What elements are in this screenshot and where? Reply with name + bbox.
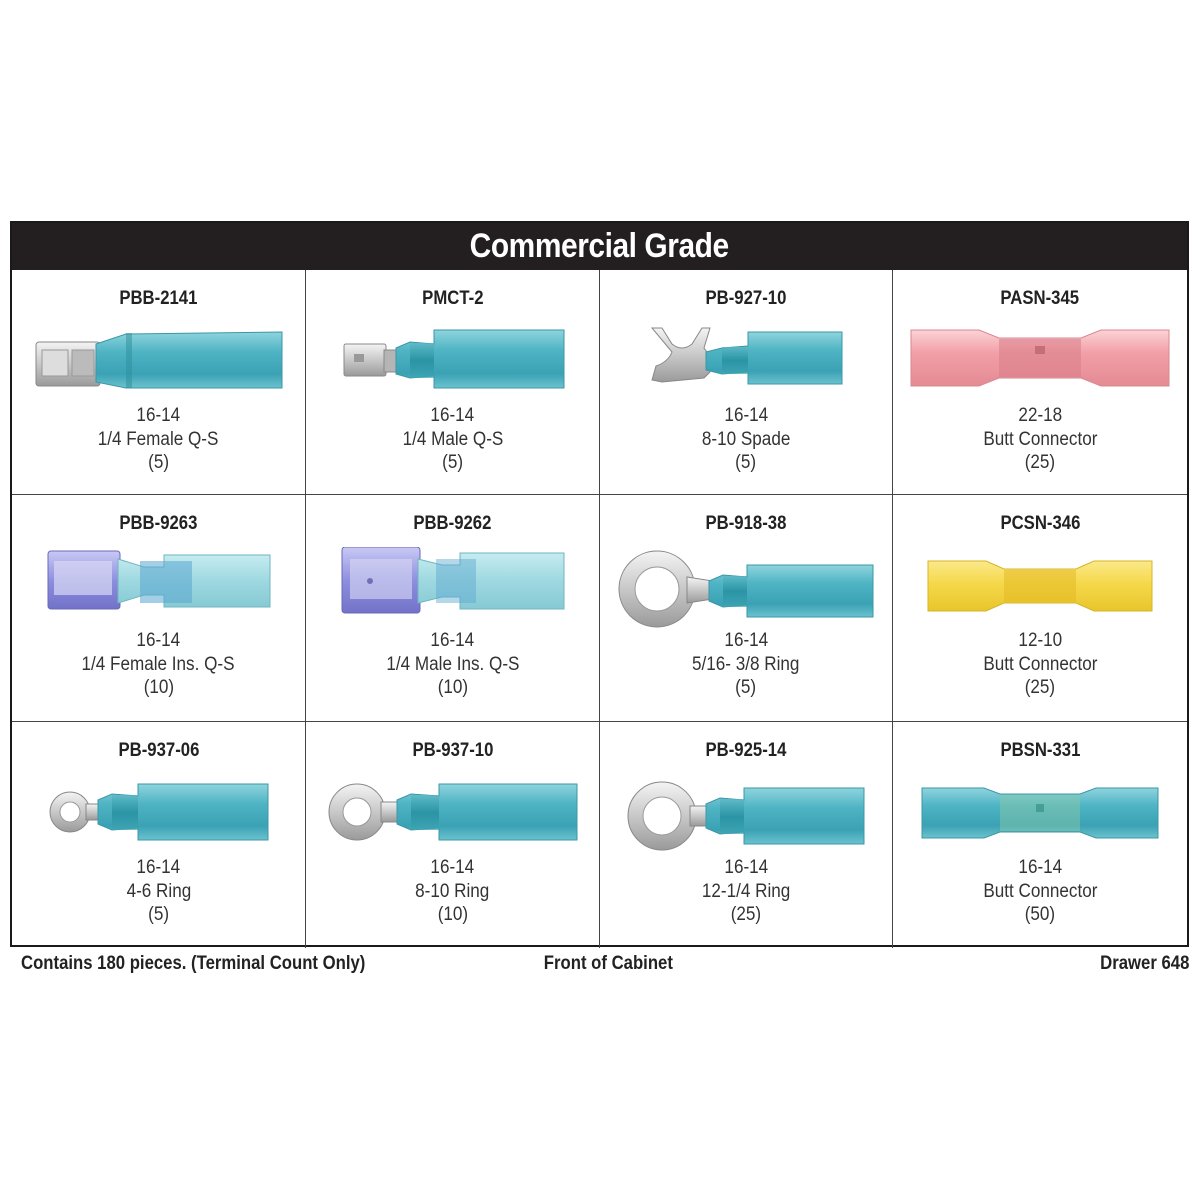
wire-gauge: 16-14: [430, 405, 475, 426]
item-name: Butt Connector: [982, 428, 1098, 450]
wire-gauge: 16-14: [430, 857, 475, 878]
wire-gauge: 16-14: [136, 630, 181, 651]
item-description: [600, 629, 892, 700]
item-quantity: (50): [1024, 904, 1056, 925]
product-cell: [893, 495, 1187, 722]
part-number: PMCT-2: [421, 288, 484, 309]
product-card: [10, 221, 1189, 947]
item-quantity: (5): [148, 904, 169, 925]
insulated-male-quick-disconnect-icon: [306, 547, 599, 623]
item-quantity: (5): [735, 677, 757, 698]
item-description: [600, 856, 892, 927]
item-quantity: (10): [437, 904, 468, 925]
item-quantity: (25): [730, 904, 762, 925]
yellow-butt-connector-icon: [893, 547, 1187, 623]
item-description: [600, 404, 892, 475]
product-cell: [893, 722, 1187, 948]
part-number: PB-937-06: [118, 740, 199, 761]
item-description: [893, 856, 1187, 927]
piece-count-note: Contains 180 pieces. (Terminal Count Only): [21, 953, 366, 974]
wire-gauge: 16-14: [724, 857, 768, 878]
product-cell: [12, 270, 306, 495]
product-cell: [600, 495, 893, 722]
part-number: PBB-2141: [119, 288, 198, 309]
part-number: PCSN-346: [1000, 513, 1080, 534]
item-name: 8-10 Spade: [701, 428, 791, 450]
drawer-number: Drawer 648: [1099, 953, 1189, 974]
cabinet-front-label: Front of Cabinet: [543, 953, 673, 974]
female-quick-disconnect-icon: [12, 322, 305, 398]
product-cell: [893, 270, 1187, 495]
insulated-female-quick-disconnect-icon: [12, 547, 305, 623]
wire-gauge: 16-14: [724, 405, 768, 426]
part-number: PB-927-10: [705, 288, 787, 309]
wire-gauge: 16-14: [136, 857, 181, 878]
item-name: 8-10 Ring: [415, 880, 490, 902]
part-number: PBSN-331: [1000, 740, 1080, 761]
item-description: [12, 404, 305, 475]
item-name: 4-6 Ring: [126, 880, 191, 902]
red-butt-connector-icon: [893, 322, 1187, 398]
item-description: [893, 404, 1187, 475]
part-number: PB-937-10: [412, 740, 493, 761]
product-cell: [12, 722, 306, 948]
item-description: [893, 629, 1187, 700]
item-name: 1/4 Male Ins. Q-S: [385, 653, 520, 675]
male-quick-disconnect-icon: [306, 322, 599, 398]
product-grid: [12, 270, 1187, 948]
product-cell: [12, 495, 306, 722]
spade-terminal-icon: [600, 322, 892, 398]
item-name: Butt Connector: [982, 653, 1098, 675]
item-quantity: (5): [148, 452, 169, 473]
title-bar: [12, 223, 1187, 270]
wire-gauge: 16-14: [724, 630, 768, 651]
item-name: Butt Connector: [982, 880, 1098, 902]
blue-butt-connector-icon: [893, 774, 1187, 850]
item-name: 5/16- 3/8 Ring: [692, 653, 800, 675]
item-quantity: (10): [437, 677, 468, 698]
item-name: 1/4 Female Q-S: [98, 428, 219, 450]
wire-gauge: 22-18: [1018, 405, 1062, 426]
item-description: [12, 629, 305, 700]
item-quantity: (25): [1024, 677, 1056, 698]
item-name: 1/4 Male Q-S: [402, 428, 503, 450]
page-title: Commercial Grade: [469, 227, 730, 265]
item-quantity: (5): [442, 452, 463, 473]
item-quantity: (5): [735, 452, 757, 473]
product-cell: [306, 722, 600, 948]
part-number: PASN-345: [1000, 288, 1080, 309]
wire-gauge: 16-14: [136, 405, 181, 426]
large-ring-terminal-icon: [600, 547, 892, 623]
item-description: [12, 856, 305, 927]
item-description: [306, 404, 599, 475]
small-ring-terminal-icon: [12, 774, 305, 850]
item-name: 12-1/4 Ring: [701, 880, 791, 902]
item-description: [306, 856, 599, 927]
item-description: [306, 629, 599, 700]
item-name: 1/4 Female Ins. Q-S: [81, 653, 235, 675]
wire-gauge: 12-10: [1018, 630, 1062, 651]
product-cell: [600, 270, 893, 495]
item-quantity: (25): [1024, 452, 1056, 473]
wire-gauge: 16-14: [1018, 857, 1062, 878]
product-cell: [306, 270, 600, 495]
product-cell: [306, 495, 600, 722]
part-number: PB-918-38: [705, 513, 787, 534]
wire-gauge: 16-14: [430, 630, 475, 651]
product-cell: [600, 722, 893, 948]
medium-ring-terminal-icon: [306, 774, 599, 850]
item-quantity: (10): [143, 677, 174, 698]
quarter-ring-terminal-icon: [600, 774, 892, 850]
part-number: PB-925-14: [705, 740, 787, 761]
part-number: PBB-9262: [413, 513, 492, 534]
part-number: PBB-9263: [119, 513, 198, 534]
